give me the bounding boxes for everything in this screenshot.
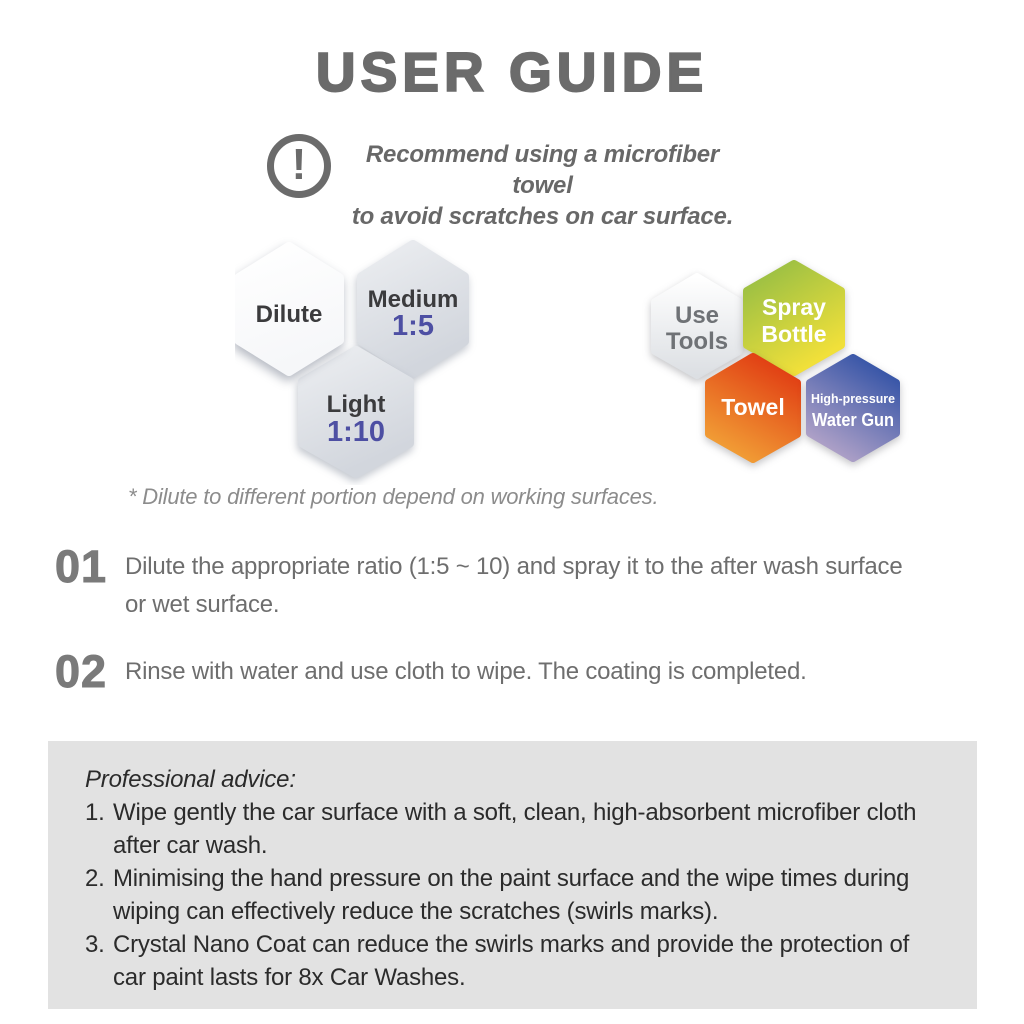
advice-item-1-line-1: Wipe gently the car surface with a soft, clean, high-absorbent microfiber cloth [113,799,917,826]
hex-light-ratio: 1:10 [326,416,386,448]
hex-light-label: Light [326,391,386,418]
hex-medium [362,245,464,373]
hex-water-gun-shape [810,358,896,458]
advice-box [48,741,977,1009]
hex-use-tools-line-2: Tools [665,328,729,355]
advice-item-1-text [113,796,947,862]
advice-item-2 [85,862,947,928]
hex-spray-bottle [747,264,841,372]
notice-text [345,139,740,232]
hex-water-gun [810,358,896,458]
tools-hex-diagram [630,245,930,475]
step-1-line-2: or wet surface. [125,591,280,618]
advice-item-3-text [113,928,947,994]
hex-towel [709,357,797,459]
advice-item-3 [85,928,947,994]
advice-heading: Professional advice: [85,766,296,793]
exclamation-icon [267,134,331,198]
advice-item-1 [85,796,947,862]
step-1-line-1: Dilute the appropriate ratio (1:5 ~ 10) and spray it to the after wash surface [125,553,903,580]
step-2-line-1: Rinse with water and use cloth to wipe. The coating is completed. [125,658,807,685]
hex-water-gun-line-2: Water Gun [812,410,894,430]
dilution-hex-diagram [235,235,485,485]
hex-medium-ratio: 1:5 [392,310,434,342]
hex-light [303,351,409,473]
advice-item-2-line-2: wiping can effectively reduce the scratches (swirls marks). [113,898,719,925]
hex-dilute [239,247,339,371]
hex-water-gun-line-1: High-pressure [811,391,895,406]
step-2-number: 02 [55,646,108,697]
advice-item-3-line-2: car paint lasts for 8x Car Washes. [113,964,466,991]
advice-item-2-number: 2. [85,865,105,892]
hex-spray-bottle-line-2: Bottle [761,321,827,347]
page-title: USER GUIDE [315,41,709,103]
advice-item-3-line-1: Crystal Nano Coat can reduce the swirls marks and provide the protection of [113,931,910,958]
notice-line-2: to avoid scratches on car surface. [351,203,734,230]
advice-item-2-text [113,862,947,928]
hex-use-tools-line-1: Use [674,302,720,329]
hex-towel-label: Towel [721,394,785,420]
step-1-number: 01 [55,541,108,592]
advice-item-2-line-1: Minimising the hand pressure on the paint surface and the wipe times during [113,865,910,892]
hex-spray-bottle-line-1: Spray [762,294,826,320]
notice-line-1: Recommend using a microfiber towel [365,141,720,199]
advice-item-1-line-2: after car wash. [113,832,268,859]
step-1-text [125,548,903,624]
hex-dilute-label: Dilute [255,301,323,328]
hex-use-tools [655,277,739,375]
step-2-text [125,653,807,691]
dilution-footnote: * Dilute to different portion depend on working surfaces. [128,484,659,509]
exclamation-glyph: ! [291,139,307,189]
hex-medium-label: Medium [367,286,459,313]
advice-item-1-number: 1. [85,799,105,826]
advice-item-3-number: 3. [85,931,105,958]
